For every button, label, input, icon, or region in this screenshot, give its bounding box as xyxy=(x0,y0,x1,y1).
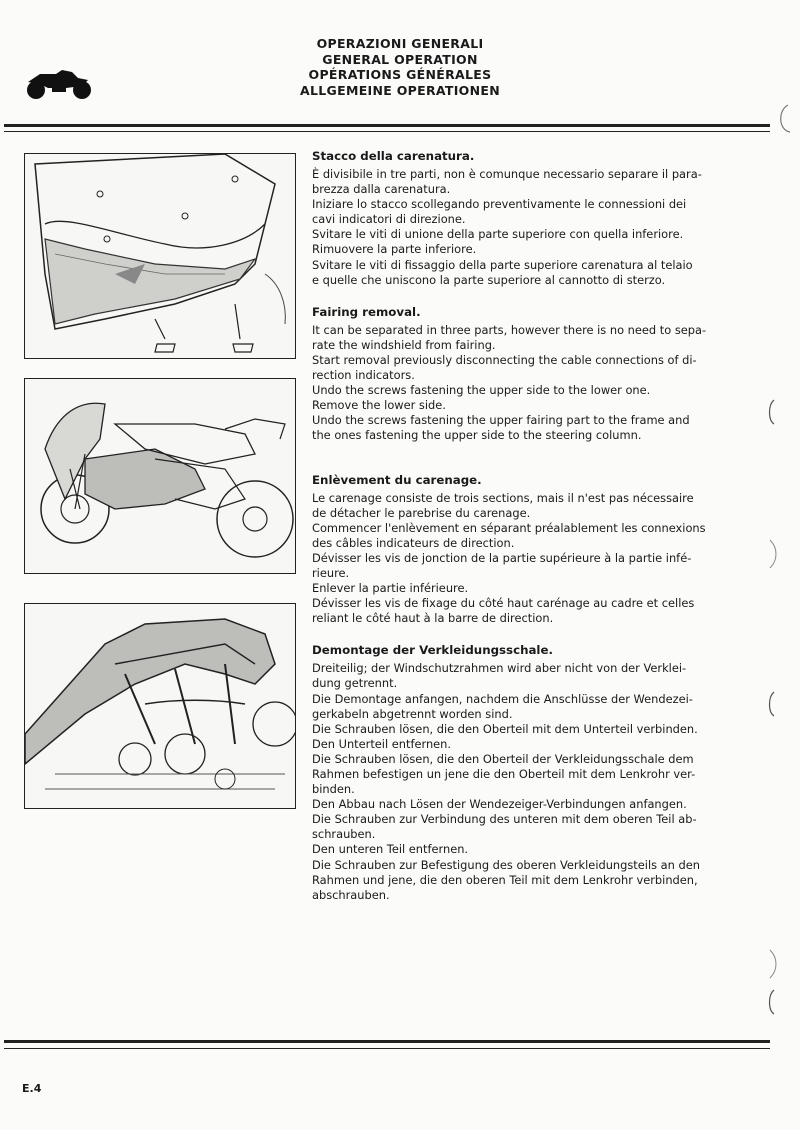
section-english xyxy=(312,304,720,444)
figure-motorcycle-side xyxy=(24,378,296,574)
header-title-fr: OPÉRATIONS GÉNÉRALES xyxy=(308,67,492,82)
bottom-rule xyxy=(4,1040,770,1043)
text-column xyxy=(312,148,720,919)
header-title-de: ALLGEMEINE OPERATIONEN xyxy=(300,82,500,98)
header-title-en: GENERAL OPERATION xyxy=(322,51,478,67)
figure-fairing-frame xyxy=(24,603,296,809)
top-rule xyxy=(4,124,770,127)
motorcycle-icon xyxy=(22,66,94,100)
section-body: È divisibile in tre parti, non è comunque necessario separare il para- brezza dalla carenatura. Iniziare lo stacco scollegando preventivamente le connessioni dei cavi indicatori di direzione. Svitare le viti di unione della parte superiore con quella inferiore. Rimuovere la parte inferiore. Svitare le viti di fissaggio della parte superiore carenatura al telaio e quelle che uniscono la parte superiore al cannotto di sterzo. xyxy=(312,167,702,287)
section-french xyxy=(312,472,720,627)
top-rule-thin xyxy=(4,131,770,132)
section-heading: Demontage der Verkleidungsschale. xyxy=(312,643,553,658)
section-heading: Enlèvement du carenage. xyxy=(312,472,482,487)
bottom-rule-thin xyxy=(4,1048,770,1049)
page-number: E.4 xyxy=(22,1082,42,1095)
section-german xyxy=(312,642,720,903)
binding-edge xyxy=(760,0,800,1130)
page-header xyxy=(0,36,800,98)
header-title-it: OPERAZIONI GENERALI xyxy=(316,36,484,51)
section-heading: Fairing removal. xyxy=(312,304,421,319)
section-body: Dreiteilig; der Windschutzrahmen wird aber nicht von der Verklei- dung getrennt. Die Demontage anfangen, nachdem die Anschlüsse der Wendezei- gerkabeln abgetrennt worden sind. Die Schrauben lösen, die den Oberteil mit dem Unterteil verbinden. Den Unterteil entfernen. Die Schrauben lösen, die den Oberteil der Verkleidungsschale dem Rahmen befestigen un jene die den Oberteil mit dem Lenkrohr ver- binden. Den Abbau nach Lösen der Wendezeiger-Verbindungen anfangen. Die Schrauben zur Verbindung des unteren mit dem oberen Teil ab- schrauben. Den unteren Teil entfernen. Die Schrauben zur Befestigung des oberen Verkleidungsteils an den Rahmen und jene, die den oberen Teil mit dem Lenkrohr verbinden, abschrauben. xyxy=(312,661,700,902)
figure-fairing xyxy=(24,153,296,359)
section-heading: Stacco della carenatura. xyxy=(312,149,475,163)
section-italian xyxy=(312,148,720,288)
section-body: Le carenage consiste de trois sections, mais il n'est pas nécessaire de détacher le parebrise du carenage. Commencer l'enlèvement en séparant préalablement les connexions des câbles indicateurs de direction. Dévisser les vis de jonction de la partie supérieure à la partie infé- rieure. Enlever la partie inférieure. Dévisser les vis de fixage du côté haut carénage au cadre et celles reliant le côté haut à la barre de direction. xyxy=(312,490,706,626)
section-body: It can be separated in three parts, however there is no need to sepa- rate the windshield from fairing. Start removal previously disconnecting the cable connections of di- rection indicators. Undo the screws fastening the upper side to the lower one. Remove the lower side. Undo the screws fastening the upper fairing part to the frame and the ones fastening the upper side to the steering column. xyxy=(312,322,707,443)
